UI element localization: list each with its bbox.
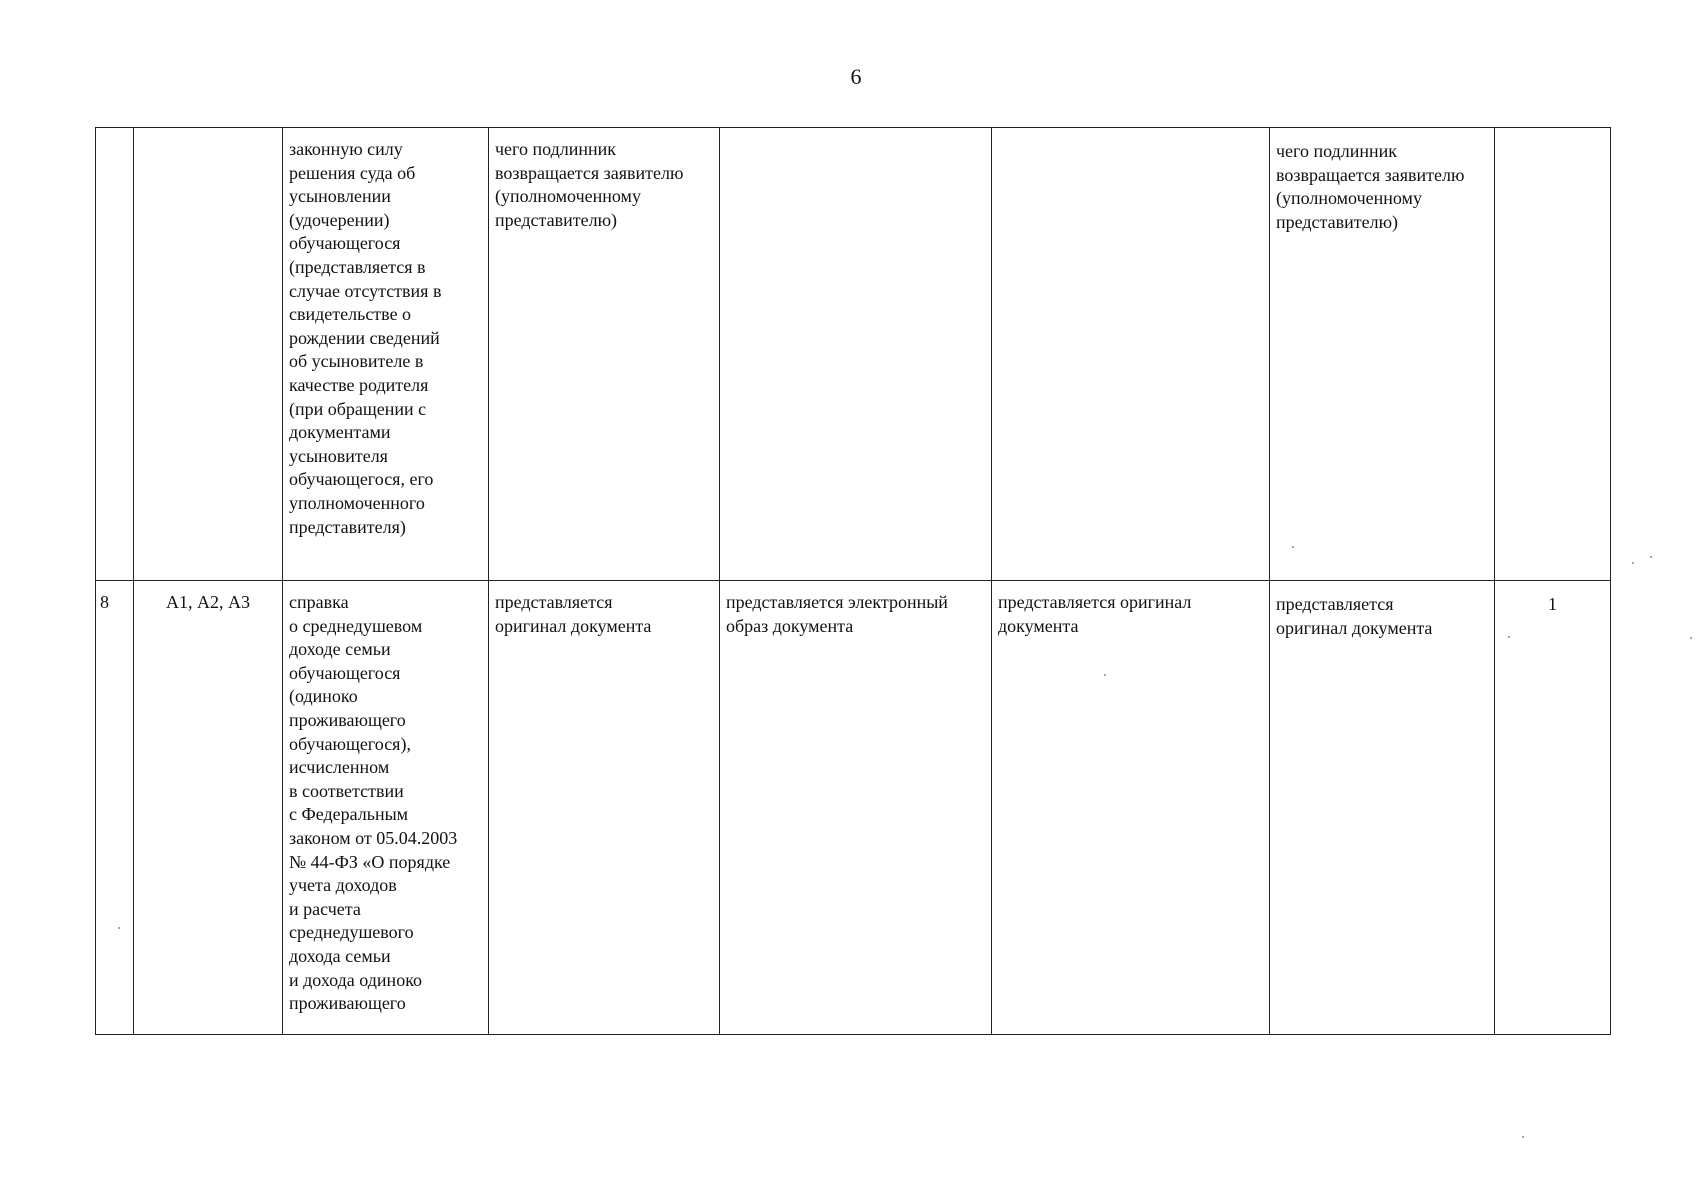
row-number <box>96 128 134 581</box>
submission-mfc: чего подлинник возвращается заявителю (уполномоченному представителю) <box>1270 128 1495 581</box>
document-count <box>1495 128 1611 581</box>
scan-speck <box>1508 636 1510 638</box>
row-number: 8 <box>96 581 134 1035</box>
document-description: законную силу решения суда об усыновлении (удочерении) обучающегося (представляется в случае отсутствия в свидетельстве о рождении сведений об усыновителе в качестве родителя (при обращении с документами усыновителя обучающегося, его уполномоченного представителя) <box>283 128 489 581</box>
submission-personal: чего подлинник возвращается заявителю (уполномоченному представителю) <box>489 128 720 581</box>
documents-table <box>95 127 1611 1035</box>
scan-speck <box>118 927 120 929</box>
scan-speck <box>1104 674 1106 676</box>
scan-speck <box>1522 1136 1524 1138</box>
submission-electronic: представляется электронный образ документа <box>720 581 992 1035</box>
table-row <box>96 128 1611 581</box>
document-count: 1 <box>1495 581 1611 1035</box>
scan-speck <box>1690 637 1692 639</box>
scan-speck <box>1632 562 1634 564</box>
submission-personal: представляется оригинал документа <box>489 581 720 1035</box>
submission-mail <box>992 128 1270 581</box>
submission-mfc: представляется оригинал документа <box>1270 581 1495 1035</box>
submission-mail: представляется оригинал документа <box>992 581 1270 1035</box>
scan-speck <box>1650 556 1652 558</box>
applicant-codes: А1, А2, А3 <box>134 581 283 1035</box>
table-row <box>96 581 1611 1035</box>
scan-speck <box>1292 546 1294 548</box>
applicant-codes <box>134 128 283 581</box>
document-description: справка о среднедушевом доходе семьи обучающегося (одиноко проживающего обучающегося), исчисленном в соответствии с Федеральным законом от 05.04.2003 № 44-ФЗ «О порядке учета доходов и расчета среднедушевого дохода семьи и дохода одиноко проживающего <box>283 581 489 1035</box>
submission-electronic <box>720 128 992 581</box>
page-number: 6 <box>850 64 862 89</box>
